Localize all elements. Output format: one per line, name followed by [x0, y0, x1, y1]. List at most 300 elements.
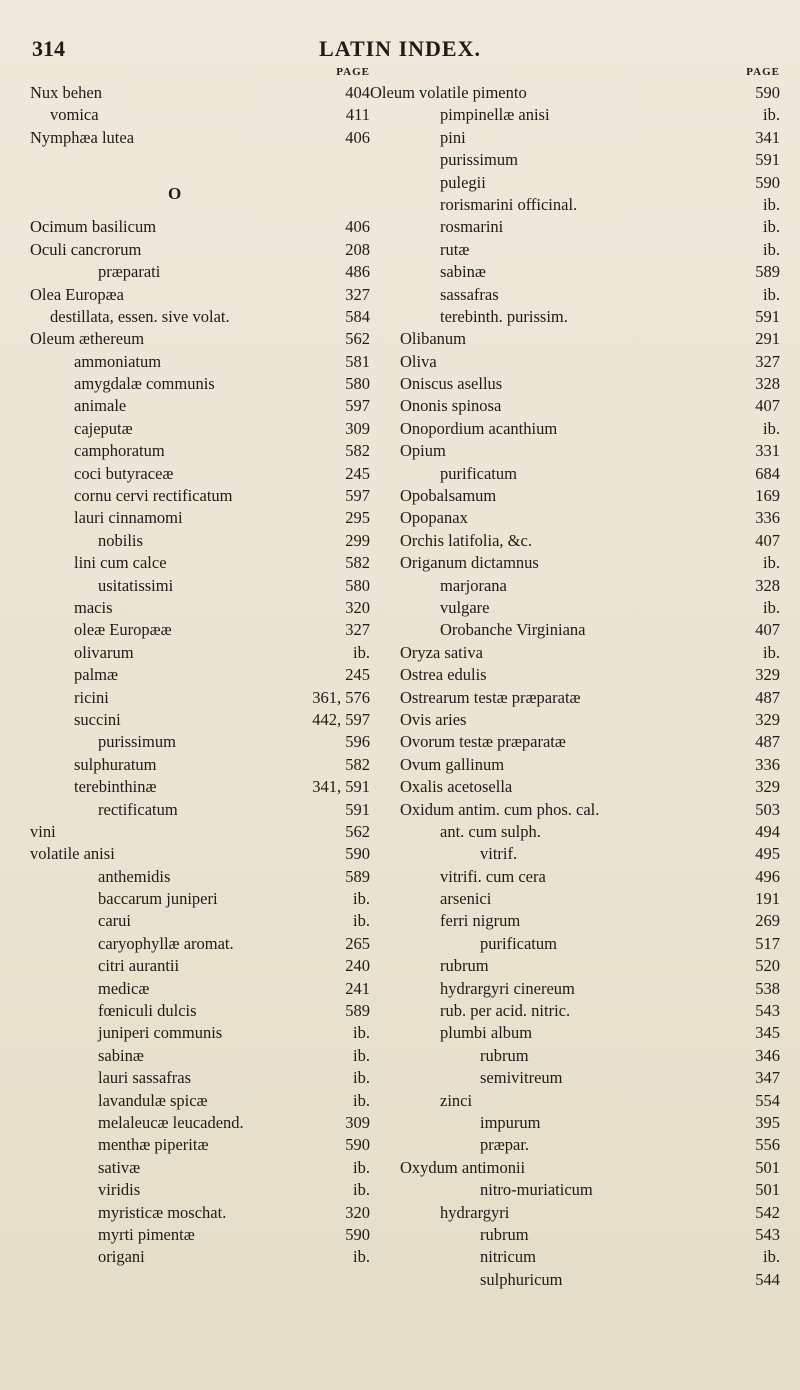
entry-page: 517 [755, 933, 780, 953]
entry-term: vitrif. [480, 844, 518, 864]
index-entry [30, 866, 370, 888]
page-column-label: PAGE [746, 66, 780, 78]
entry-term: Ocimum basilicum [30, 217, 157, 237]
index-entry [400, 395, 780, 417]
index-entry [30, 910, 370, 932]
index-entry [400, 754, 780, 776]
entry-term: vulgare [440, 597, 490, 617]
entry-page: 590 [345, 1135, 370, 1155]
index-entry [400, 1022, 780, 1044]
index-entry [30, 82, 370, 104]
entry-term: Oleum æthereum [30, 329, 145, 349]
entry-term: impurum [480, 1112, 541, 1132]
entry-page: ib. [353, 1180, 370, 1200]
index-entry [30, 507, 370, 529]
entry-term: nitricum [480, 1247, 536, 1267]
entry-page: 320 [345, 1202, 370, 1222]
index-entry [400, 239, 780, 261]
entry-page: 542 [755, 1202, 780, 1222]
entry-term: vomica [50, 105, 99, 125]
entry-term: hydrargyri cinereum [440, 978, 575, 998]
index-entry [400, 1179, 780, 1201]
entry-term: Origanum dictamnus [400, 553, 539, 573]
entry-term: plumbi album [440, 1023, 533, 1043]
entry-term: origani [98, 1247, 145, 1267]
entry-term: lauri sassafras [98, 1068, 192, 1088]
entry-page: ib. [353, 1090, 370, 1110]
entry-page: 407 [755, 396, 780, 416]
page-column-label: PAGE [336, 66, 370, 78]
index-entry [30, 351, 370, 373]
entry-term: cajeputæ [74, 418, 133, 438]
spacer [30, 149, 370, 171]
index-entry [400, 306, 780, 328]
right-entry-list [370, 82, 780, 1291]
index-entry [30, 216, 370, 238]
index-entry [400, 418, 780, 440]
entry-page: 496 [755, 866, 780, 886]
entry-page: 411 [345, 105, 370, 125]
entry-page: 503 [755, 799, 780, 819]
index-entry [400, 1045, 780, 1067]
entry-page: ib. [763, 597, 780, 617]
entry-term: marjorana [440, 575, 507, 595]
entry-term: Ostrea edulis [400, 665, 487, 685]
entry-page: 597 [345, 486, 370, 506]
entry-page: 169 [755, 486, 780, 506]
entry-page: 329 [755, 709, 780, 729]
right-column-header [400, 66, 780, 82]
entry-term: lauri cinnamomi [74, 508, 183, 528]
entry-term: præpar. [480, 1135, 530, 1155]
entry-term: sassafras [440, 284, 499, 304]
entry-page: 299 [345, 530, 370, 550]
entry-page: 581 [345, 351, 370, 371]
entry-term: sativæ [98, 1157, 141, 1177]
entry-term: Olibanum [400, 329, 466, 349]
entry-term: Oculi cancrorum [30, 239, 142, 259]
entry-term: rub. per acid. nitric. [440, 1001, 571, 1021]
index-entry [400, 866, 780, 888]
entry-page: 407 [755, 530, 780, 550]
index-entry [400, 194, 780, 216]
entry-page: ib. [353, 1068, 370, 1088]
index-entry [400, 776, 780, 798]
left-entry-list [30, 82, 370, 1269]
entry-term: oleæ Europææ [74, 620, 172, 640]
index-entry [400, 127, 780, 149]
entry-page: 597 [345, 396, 370, 416]
entry-page: 329 [755, 665, 780, 685]
entry-term: arsenici [440, 889, 492, 909]
entry-page: ib. [353, 889, 370, 909]
entry-page: 591 [755, 306, 780, 326]
entry-page: 596 [345, 732, 370, 752]
entry-term: ammoniatum [74, 351, 162, 371]
index-entry [30, 1224, 370, 1246]
entry-page: 487 [755, 732, 780, 752]
index-entry [30, 1202, 370, 1224]
entry-page: 580 [345, 575, 370, 595]
entry-page: 442, 597 [312, 709, 370, 729]
entry-page: 487 [755, 687, 780, 707]
left-column-header [30, 66, 370, 82]
entry-page: ib. [353, 1045, 370, 1065]
entry-term: Oryza sativa [400, 642, 483, 662]
entry-page: 208 [345, 239, 370, 259]
entry-page: ib. [763, 418, 780, 438]
entry-page: 241 [345, 978, 370, 998]
entry-term: hydrargyri [440, 1202, 510, 1222]
index-entry [30, 530, 370, 552]
index-entry [400, 373, 780, 395]
index-entry [30, 597, 370, 619]
entry-page: ib. [763, 553, 780, 573]
index-entry [400, 485, 780, 507]
entry-page: 582 [345, 553, 370, 573]
entry-term: animale [74, 396, 127, 416]
entry-page: 265 [345, 933, 370, 953]
entry-term: citri aurantii [98, 956, 180, 976]
entry-page: 407 [755, 620, 780, 640]
index-entry [30, 1090, 370, 1112]
entry-page: 327 [345, 620, 370, 640]
entry-term: Oleum volatile pimento [370, 83, 527, 102]
entry-page: 494 [755, 821, 780, 841]
entry-term: rosmarini [440, 217, 504, 237]
entry-page: ib. [353, 911, 370, 931]
entry-term: amygdalæ communis [74, 374, 215, 394]
index-entry [30, 843, 370, 865]
entry-page: 395 [755, 1112, 780, 1132]
entry-page: 295 [345, 508, 370, 528]
entry-page: 543 [755, 1224, 780, 1244]
entry-term: Nux behen [30, 83, 102, 102]
index-entry [400, 530, 780, 552]
entry-term: volatile anisi [30, 844, 115, 864]
entry-term: Nymphæa lutea [30, 127, 135, 147]
entry-term: olivarum [74, 642, 134, 662]
entry-term: purissimum [440, 150, 518, 170]
index-entry [30, 776, 370, 798]
entry-page: 245 [345, 463, 370, 483]
entry-page: 543 [755, 1001, 780, 1021]
entry-page: 684 [755, 463, 780, 483]
index-entry [30, 754, 370, 776]
entry-page: 327 [345, 284, 370, 304]
entry-page: ib. [353, 1023, 370, 1043]
entry-page: 336 [755, 754, 780, 774]
entry-page: 501 [755, 1157, 780, 1177]
index-entry [400, 463, 780, 485]
index-entry [400, 910, 780, 932]
entry-term: sabinæ [440, 262, 486, 282]
index-entry [400, 104, 780, 126]
entry-term: Oliva [400, 351, 437, 371]
index-entry [30, 664, 370, 686]
entry-term: Orobanche Virginiana [440, 620, 586, 640]
index-entry [400, 1090, 780, 1112]
entry-term: usitatissimi [98, 575, 174, 595]
entry-term: purificatum [480, 933, 557, 953]
entry-page: ib. [353, 1157, 370, 1177]
entry-term: palmæ [74, 665, 118, 685]
index-entry [30, 552, 370, 574]
index-entry [30, 1246, 370, 1268]
entry-term: destillata, essen. sive volat. [50, 306, 230, 326]
index-entry [400, 1134, 780, 1156]
entry-term: Oxidum antim. cum phos. cal. [400, 799, 600, 819]
entry-page: 336 [755, 508, 780, 528]
entry-page: 328 [755, 374, 780, 394]
index-entry [400, 1224, 780, 1246]
index-entry [400, 955, 780, 977]
entry-term: pulegii [440, 172, 486, 192]
entry-page: 404 [345, 83, 370, 102]
entry-page: 309 [345, 1112, 370, 1132]
entry-page: ib. [763, 1247, 780, 1267]
entry-page: 589 [345, 866, 370, 886]
entry-page: 486 [345, 262, 370, 282]
index-entry [400, 597, 780, 619]
index-entry [30, 955, 370, 977]
index-entry [400, 440, 780, 462]
entry-term: rubrum [480, 1045, 529, 1065]
entry-term: pini [440, 127, 466, 147]
entry-page: 562 [345, 329, 370, 349]
entry-page: 590 [345, 844, 370, 864]
entry-term: rectificatum [98, 799, 178, 819]
index-entry [30, 463, 370, 485]
entry-term: melaleucæ leucadend. [98, 1112, 244, 1132]
entry-term: terebinthinæ [74, 777, 157, 797]
index-entry [30, 1157, 370, 1179]
entry-page: 501 [755, 1180, 780, 1200]
index-entry [30, 328, 370, 350]
entry-page: ib. [763, 642, 780, 662]
entry-page: 191 [755, 889, 780, 909]
entry-term: nitro-muriaticum [480, 1180, 593, 1200]
entry-term: purificatum [440, 463, 517, 483]
entry-page: 520 [755, 956, 780, 976]
entry-term: Ononis spinosa [400, 396, 502, 416]
entry-term: juniperi communis [98, 1023, 223, 1043]
entry-term: vini [30, 821, 56, 841]
entry-term: Opobalsamum [400, 486, 497, 506]
entry-term: fœniculi dulcis [98, 1001, 197, 1021]
entry-page: 544 [755, 1269, 780, 1289]
index-entry [400, 351, 780, 373]
entry-term: Opium [400, 441, 446, 461]
index-entry [30, 1000, 370, 1022]
entry-term: ricini [74, 687, 109, 707]
index-entry [400, 216, 780, 238]
entry-term: myristicæ moschat. [98, 1202, 227, 1222]
index-entry [30, 933, 370, 955]
entry-page: 245 [345, 665, 370, 685]
index-entry [30, 373, 370, 395]
page-number: 314 [32, 36, 65, 61]
index-entry [370, 82, 780, 104]
index-entry [400, 799, 780, 821]
entry-term: Ovorum testæ præparatæ [400, 732, 566, 752]
entry-term: Ovis aries [400, 709, 467, 729]
index-entry [400, 1067, 780, 1089]
index-entry [400, 1246, 780, 1268]
index-entry [400, 552, 780, 574]
index-entry [400, 619, 780, 641]
index-entry [30, 619, 370, 641]
index-entry [30, 239, 370, 261]
index-entry [400, 933, 780, 955]
entry-term: camphoratum [74, 441, 165, 461]
entry-term: Orchis latifolia, &c. [400, 530, 532, 550]
index-entry [30, 395, 370, 417]
entry-term: Opopanax [400, 508, 468, 528]
index-entry [400, 507, 780, 529]
entry-term: myrti pimentæ [98, 1224, 195, 1244]
index-entry [400, 172, 780, 194]
entry-page: 554 [755, 1090, 780, 1110]
entry-page: 346 [755, 1045, 780, 1065]
index-entry [400, 328, 780, 350]
entry-term: menthæ piperitæ [98, 1135, 209, 1155]
index-entry [400, 843, 780, 865]
index-entry [30, 821, 370, 843]
index-entry [400, 642, 780, 664]
entry-term: Onopordium acanthium [400, 418, 558, 438]
entry-page: 562 [345, 821, 370, 841]
entry-term: vitrifi. cum cera [440, 866, 546, 886]
entry-page: 341, 591 [312, 777, 370, 797]
entry-term: Olea Europæa [30, 284, 124, 304]
entry-term: macis [74, 598, 113, 617]
entry-page: 327 [755, 351, 780, 371]
index-entry [400, 1157, 780, 1179]
entry-term: ferri nigrum [440, 911, 521, 931]
index-entry [400, 888, 780, 910]
entry-term: sulphuratum [74, 754, 157, 774]
entry-page: ib. [763, 217, 780, 237]
entry-term: carui [98, 911, 131, 931]
index-entry [30, 1112, 370, 1134]
entry-term: semivitreum [480, 1068, 563, 1088]
entry-page: 582 [345, 754, 370, 774]
index-entry [30, 799, 370, 821]
index-entry [400, 687, 780, 709]
index-entry [400, 261, 780, 283]
entry-term: medicæ [98, 978, 150, 998]
index-entry [30, 1179, 370, 1201]
entry-page: 590 [755, 83, 780, 102]
index-entry [30, 284, 370, 306]
entry-page: 591 [755, 150, 780, 170]
entry-term: sabinæ [98, 1045, 144, 1065]
entry-page: 291 [755, 329, 780, 349]
entry-term: Ostrearum testæ præparatæ [400, 687, 581, 707]
index-entry [30, 418, 370, 440]
entry-page: 347 [755, 1068, 780, 1088]
entry-term: coci butyraceæ [74, 463, 174, 483]
entry-term: rubrum [480, 1224, 529, 1244]
entry-page: 495 [755, 844, 780, 864]
entry-term: Oniscus asellus [400, 374, 503, 394]
entry-term: Ovum gallinum [400, 754, 505, 774]
entry-page: ib. [353, 1247, 370, 1267]
index-entry [30, 1067, 370, 1089]
entry-page: ib. [763, 284, 780, 304]
index-entry [30, 978, 370, 1000]
entry-page: 406 [345, 217, 370, 237]
index-entry [30, 440, 370, 462]
index-entry [30, 709, 370, 731]
entry-term: sulphuricum [480, 1269, 563, 1289]
entry-term: terebinth. purissim. [440, 306, 568, 326]
entry-term: rutæ [440, 239, 470, 259]
entry-page: ib. [763, 105, 780, 125]
index-entry [30, 642, 370, 664]
entry-term: lavandulæ spicæ [98, 1090, 208, 1110]
entry-page: 556 [755, 1135, 780, 1155]
left-column [30, 66, 370, 1269]
entry-page: 240 [345, 956, 370, 976]
entry-page: 580 [345, 374, 370, 394]
index-entry [400, 284, 780, 306]
entry-term: rubrum [440, 956, 489, 976]
entry-page: 361, 576 [312, 687, 370, 707]
entry-term: præparati [98, 262, 161, 282]
index-entry [400, 575, 780, 597]
entry-page: 406 [345, 127, 370, 147]
section-letter: O [168, 183, 182, 203]
entry-page: 590 [755, 172, 780, 192]
entry-term: purissimum [98, 732, 176, 752]
entry-term: zinci [440, 1090, 473, 1110]
index-entry [400, 664, 780, 686]
index-entry [30, 127, 370, 149]
entry-page: 329 [755, 777, 780, 797]
index-entry [30, 306, 370, 328]
entry-term: Oxalis acetosella [400, 777, 513, 797]
entry-page: ib. [763, 194, 780, 214]
index-entry [30, 261, 370, 283]
entry-page: 320 [345, 598, 370, 617]
entry-term: Oxydum antimonii [400, 1157, 526, 1177]
entry-page: 584 [345, 306, 370, 326]
index-entry [400, 731, 780, 753]
entry-page: 341 [755, 127, 780, 147]
entry-page: 345 [755, 1023, 780, 1043]
right-column [370, 66, 780, 1291]
entry-term: cornu cervi rectificatum [74, 486, 233, 506]
index-entry [400, 978, 780, 1000]
index-entry [30, 1045, 370, 1067]
entry-term: pimpinellæ anisi [440, 105, 550, 125]
entry-page: 589 [345, 1001, 370, 1021]
index-entry [400, 1000, 780, 1022]
entry-term: baccarum juniperi [98, 889, 218, 909]
entry-page: 582 [345, 441, 370, 461]
running-head [0, 36, 800, 66]
index-entry [30, 104, 370, 126]
index-entry [30, 1022, 370, 1044]
entry-term: caryophyllæ aromat. [98, 933, 234, 953]
entry-term: nobilis [98, 530, 143, 550]
index-entry [400, 709, 780, 731]
entry-page: ib. [353, 642, 370, 662]
index-entry [400, 1112, 780, 1134]
entry-page: 331 [755, 441, 780, 461]
